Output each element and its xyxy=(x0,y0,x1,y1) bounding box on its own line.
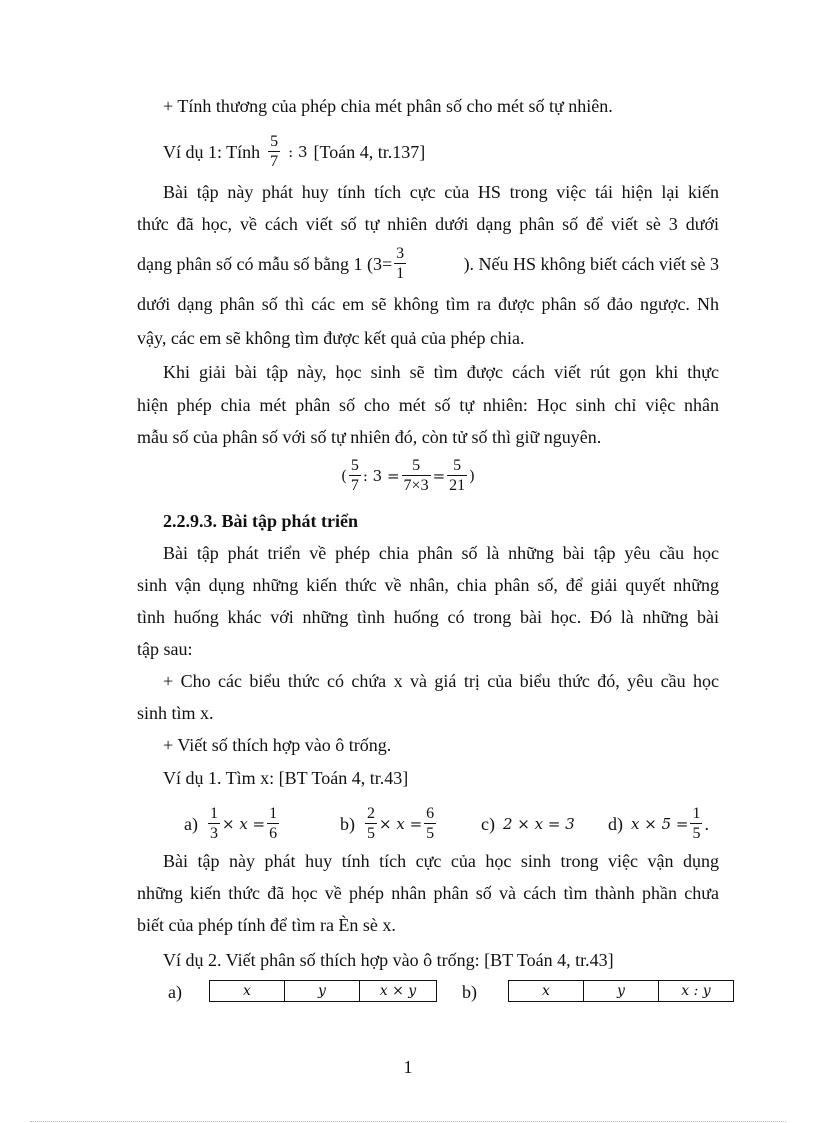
fraction-5-7x3: $\frac{5}{7\times 3}$ xyxy=(403,457,429,494)
exercise-label: c) xyxy=(481,813,495,834)
fraction-3-1: $\frac{3}{1}$ xyxy=(396,245,405,282)
page-number: 1 xyxy=(403,1057,413,1077)
fraction: $\frac{1}{6}$ xyxy=(269,805,278,842)
paragraph-text: dạng phân số có mẫu số bằng 1 (3= xyxy=(137,254,393,274)
bullet-expression: + Cho các biểu thức có chứa x và giá trị của biểu thức đó, yêu cầu học xyxy=(163,671,719,691)
exercise-a xyxy=(184,806,281,842)
paragraph-line: những kiến thức đã học về phép nhân phân số và cách tìm thành phần chưa xyxy=(137,883,719,903)
paragraph-line: tập sau: xyxy=(137,639,193,659)
example-find-x: Ví dụ 1. Tìm x: [BT Toán 4, tr.43] xyxy=(163,768,409,788)
exercise-operator: × x = xyxy=(379,815,423,833)
paren-close: ) xyxy=(469,467,476,485)
example-1-line xyxy=(163,134,719,170)
paragraph-line: Khi giải bài tập này, học sinh sẽ tìm được cách viết rút gọn khi thực xyxy=(163,362,719,382)
exercise-row xyxy=(0,806,816,842)
page-bottom-divider xyxy=(30,1121,786,1122)
table-a xyxy=(209,980,437,1002)
example-1-label: Ví dụ 1: Tính xyxy=(163,142,261,162)
exercise-operator: × x = xyxy=(221,815,266,833)
paragraph-line: thức đã học, về cách viết số tự nhiên dưới dạng phân số để viết sè 3 dưới xyxy=(137,214,719,234)
paragraph-line-fraction xyxy=(137,246,719,282)
fraction: $\frac{6}{5}$ xyxy=(426,805,435,842)
table-cell[interactable]: x × y xyxy=(360,981,437,1002)
fraction: $\frac{1}{3}$ xyxy=(209,805,218,842)
fraction: $\frac{1}{5}$ xyxy=(692,805,701,842)
equals-sign: = xyxy=(432,467,446,485)
table-b xyxy=(508,980,734,1002)
exercise-c xyxy=(481,806,575,842)
paragraph-line: tình huống khác với những tình huống có trong bài học. Đó là những bài xyxy=(137,607,719,627)
exercise-label: b) xyxy=(340,813,355,834)
paragraph-line: Bài tập này phát huy tính tích cực của HS trong việc tái hiện lại kiến xyxy=(163,182,719,202)
exercise-b xyxy=(340,806,438,842)
fraction-5-7: $\frac{5}{7}$ xyxy=(270,133,279,170)
exercise-label: a) xyxy=(184,813,198,834)
equation-operator: : 3 = xyxy=(362,467,400,485)
exercise-label: d) xyxy=(608,813,623,834)
paragraph-line: vậy, các em sẽ không tìm được kết quả của phép chia. xyxy=(137,328,525,348)
bullet-fill-box: + Viết số thích hợp vào ô trống. xyxy=(163,735,392,755)
fraction-5-7: $\frac{5}{7}$ xyxy=(350,457,359,494)
exercise-operator: x × 5 = xyxy=(631,815,689,833)
period: . xyxy=(704,813,709,834)
exercise-d xyxy=(608,806,709,842)
paragraph-line: sinh vận dụng những kiến thức về nhân, chia phân số, để giải quyết những xyxy=(137,575,719,595)
paragraph-text: ). Nếu HS không biết cách viết sè 3 xyxy=(463,254,719,274)
table-cell[interactable]: x : y xyxy=(659,981,734,1002)
table-cell[interactable]: y xyxy=(285,981,360,1002)
paragraph-line: hiện phép chia mét phân số cho mét số tự nhiên: Học sinh chỉ việc nhân xyxy=(137,395,719,415)
paragraph-line: Bài tập phát triển về phép chia phân số là những bài tập yêu cầu học xyxy=(163,543,719,563)
table-b-label: b) xyxy=(462,982,477,1002)
table-a-label: a) xyxy=(168,982,182,1002)
paragraph-line: mẫu số của phân số với số tự nhiên đó, còn tử số thì giữ nguyên. xyxy=(137,427,602,447)
exercise-expression: 2 × x = 3 xyxy=(502,815,575,833)
table-cell[interactable]: x xyxy=(509,981,584,1002)
fraction-5-21: $\frac{5}{21}$ xyxy=(449,457,466,494)
example-1-reference: [Toán 4, tr.137] xyxy=(313,142,426,162)
paren-open: ( xyxy=(340,467,347,485)
divide-by-3: : 3 xyxy=(288,143,308,161)
example-fill-fraction: Ví dụ 2. Viết phân số thích hợp vào ô trống: [BT Toán 4, tr.43] xyxy=(163,950,614,970)
bullet-quotient: + Tính thương của phép chia mét phân số cho mét số tự nhiên. xyxy=(163,96,613,116)
fraction: $\frac{2}{5}$ xyxy=(367,805,375,842)
table-cell[interactable]: y xyxy=(584,981,659,1002)
equation-shortcut xyxy=(0,458,816,494)
table-cell[interactable]: x xyxy=(210,981,285,1002)
section-heading: 2.2.9.3. Bài tập phát triển xyxy=(163,511,359,531)
paragraph-line: biết của phép tính để tìm ra Èn sè x. xyxy=(137,915,396,935)
paragraph-line: sinh tìm x. xyxy=(137,703,214,723)
paragraph-line: Bài tập này phát huy tính tích cực của học sinh trong việc vận dụng xyxy=(163,851,719,871)
paragraph-line: dưới dạng phân số thì các em sẽ không tìm ra được phân số đảo ngược. Nh xyxy=(137,294,719,314)
